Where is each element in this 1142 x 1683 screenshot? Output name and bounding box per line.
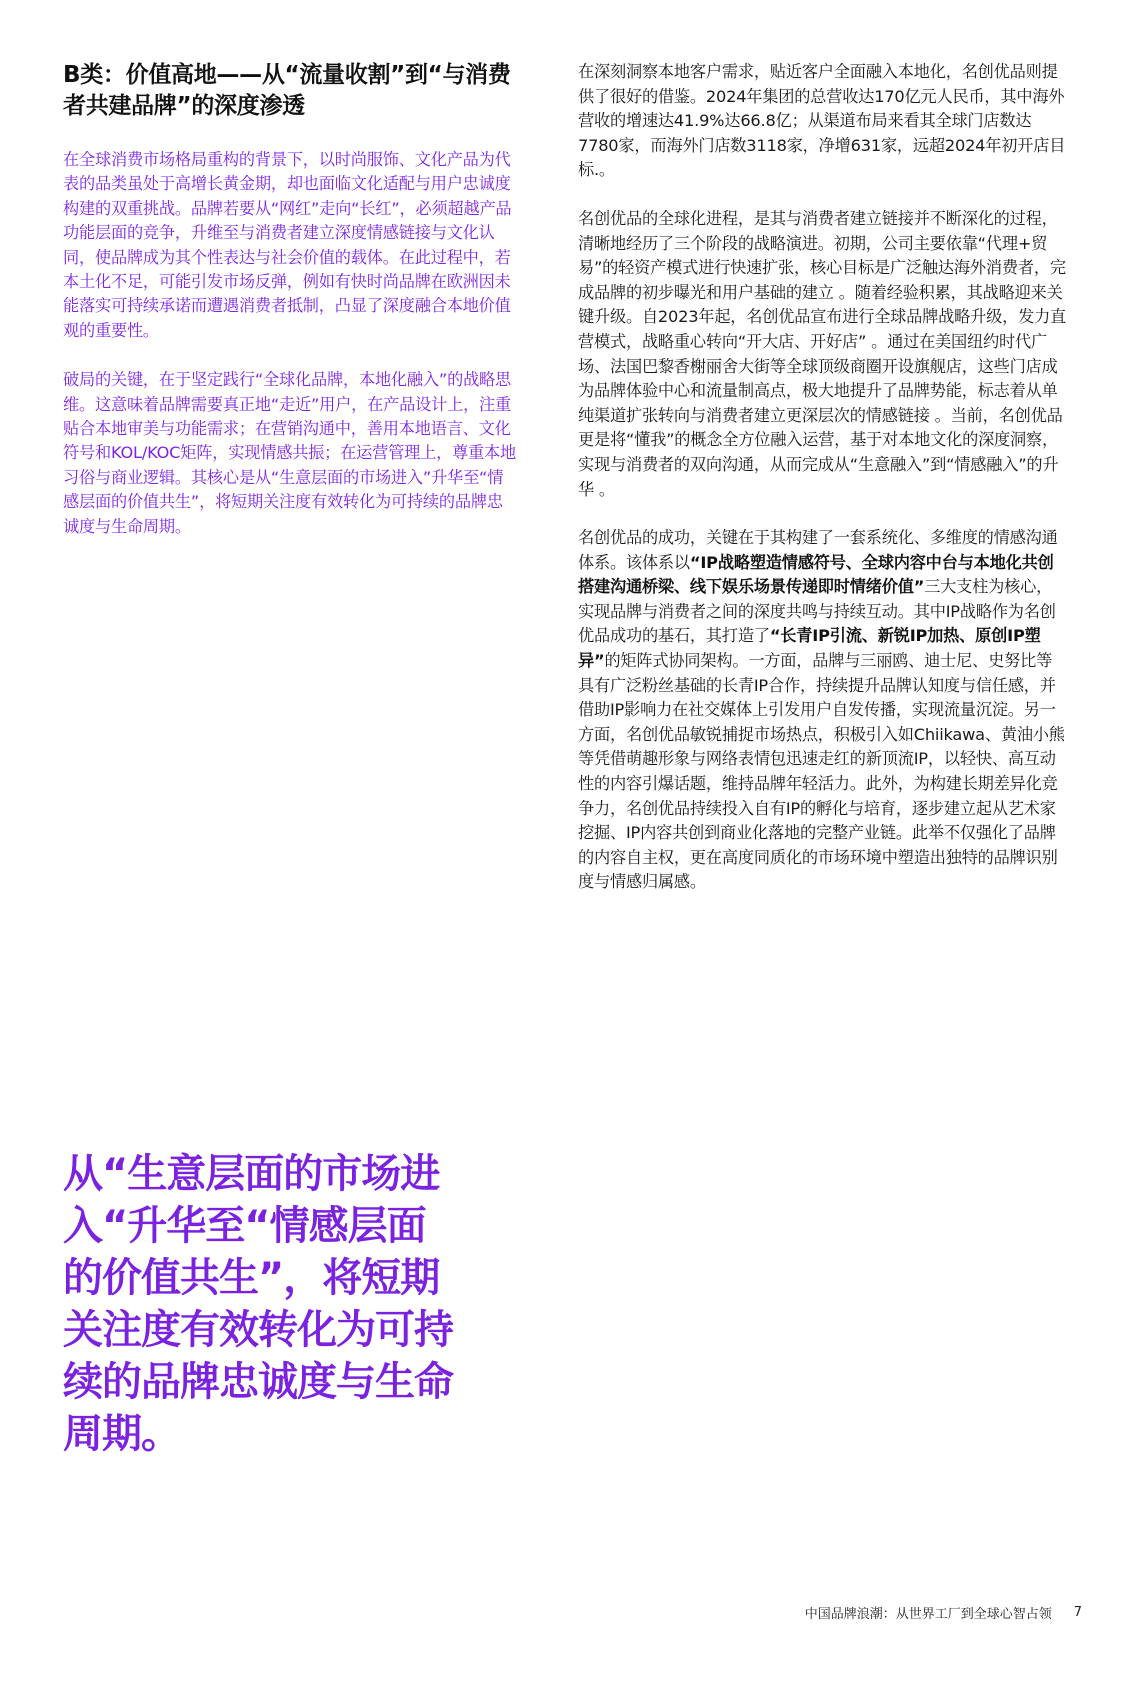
miniso-ip-paragraph (578, 526, 1068, 895)
ip-text-part-2: 三大支柱为核心，实现品牌与消费者之间的深度共鸣与持续互动。其中IP战略作为名创优品成功的基石，其打造了 (578, 577, 1056, 646)
ip-matrix-bold: “长青IP引流、新锐IP加热、原创IP塑异” (578, 626, 1041, 671)
pull-quote: 从“生意层面的市场进入“升华至“情感层面的价值共生”，将短期关注度有效转化为可持续的品牌忠诚度与生命周期。 (63, 1151, 453, 1457)
ip-pillars-bold: “IP战略塑造情感符号、全球内容中台与本地化共创搭建沟通桥梁、线下娱乐场景传递即时情绪价值” (578, 552, 1054, 597)
page-footer (805, 1603, 1082, 1622)
miniso-evolution-paragraph: 名创优品的全球化进程，是其与消费者建立链接并不断深化的过程，清晰地经历了三个阶段的战略演进。初期，公司主要依靠“代理+贸易”的轻资产模式进行快速扩张，核心目标是广泛触达海外消费者，完成品牌的初步曝光和用户基础的建立 。随着经验积累，其战略迎来关键升级。自2023年起，名创优品宣布进行全球品牌战略升级，发力直营模式，战略重心转向“开大店、开好店” 。通过在美国纽约时代广场、法国巴黎香榭丽舍大街等全球顶级商圈开设旗舰店，这些门店成为品牌体验中心和流量制高点，极大地提升了品牌势能，标志着从单纯渠道扩张转向与消费者建立更深层次的情感链接 。当前，名创优品更是将“懂我”的概念全方位融入运营，基于对本地文化的深度洞察，实现与消费者的双向沟通，从而完成从“生意融入”到“情感融入”的升华 。 (578, 208, 1067, 499)
page-number: 7 (1073, 1605, 1082, 1620)
miniso-data-paragraph: 在深刻洞察本地客户需求，贴近客户全面融入本地化，名创优品则提供了很好的借鉴。2024年集团的总营收达170亿元人民币，其中海外营收的增速达41.9%达66.8亿；从渠道布局来看其全球门店数达7780家，而海外门店数3118家，净增631家，远超2024年初开店目标.。 (578, 62, 1066, 180)
right-column (578, 60, 1068, 919)
section-title: B类：价值高地——从“流量收割”到“与消费者共建品牌”的深度渗透 (63, 62, 511, 119)
ip-text-part-1: 名创优品的成功，关键在于其构建了一套系统化、多维度的情感沟通体系。该体系以 (578, 528, 1058, 572)
publication-title: 中国品牌浪潮：从世界工厂到全球心智占领 (804, 1607, 1052, 1622)
intro-paragraph: 在全球消费市场格局重构的背景下，以时尚服饰、文化产品为代表的品类虽处于高增长黄金期，却也面临文化适配与用户忠诚度构建的双重挑战。品牌若要从“网红”走向“长红”，必须超越产品功能层面的竞争，升维至与消费者建立深度情感链接与文化认同，使品牌成为其个性表达与社会价值的载体。在此过程中，若本土化不足，可能引发市场反弹，例如有快时尚品牌在欧洲因未能落实可持续承诺而遭遇消费者抵制，凸显了深度融合本地价值观的重要性。 (63, 150, 512, 340)
strategy-paragraph: 破局的关键，在于坚定践行“全球化品牌，本地化融入”的战略思维。这意味着品牌需要真正地“走近”用户，在产品设计上，注重贴合本地审美与功能需求；在营销沟通中，善用本地语言、文化符号和KOL/KOC矩阵，实现情感共振；在运营管理上，尊重本地习俗与商业逻辑。其核心是从“生意层面的市场进入”升华至“情感层面的价值共生”，将短期关注度有效转化为可持续的品牌忠诚度与生命周期。 (63, 370, 517, 536)
left-column (63, 60, 518, 564)
ip-text-part-3: 的矩阵式协同架构。一方面，品牌与三丽鸥、迪士尼、史努比等具有广泛粉丝基础的长青IP合作，持续提升品牌认知度与信任感，并借助IP影响力在社交媒体上引发用户自发传播，实现流量沉淀。另一方面，名创优品敏锐捕捉市场热点，积极引入如Chiikawa、黄油小熊等凭借萌趣形象与网络表情包迅速走红的新顶流IP，以轻快、高互动性的内容引爆话题，维持品牌年轻活力。此外，为构建长期差异化竞争力，名创优品持续投入自有IP的孵化与培育，逐步建立起从艺术家挖掘、IP内容共创到商业化落地的完整产业链。此举不仅强化了品牌的内容自主权，更在高度同质化的市场环境中塑造出独特的品牌识别度与情感归属感。 (578, 651, 1065, 892)
